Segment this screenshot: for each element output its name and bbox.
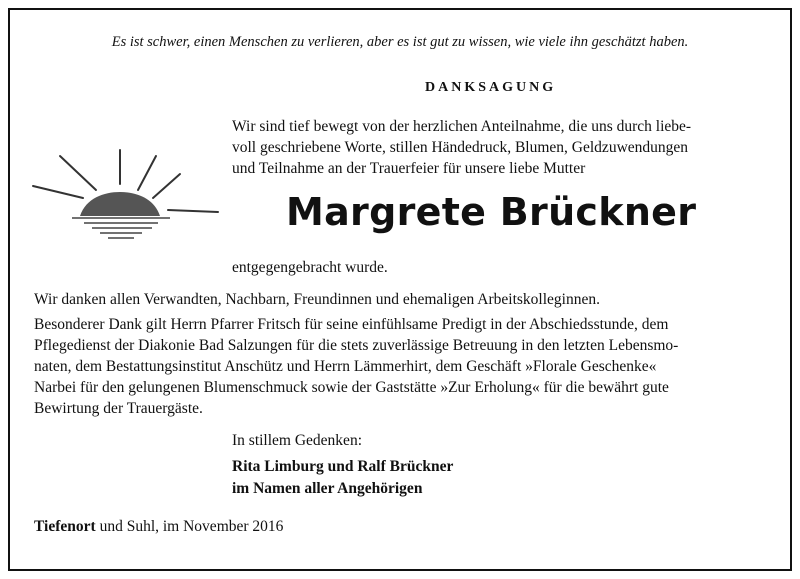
paragraph-line: naten, dem Bestattungsinstitut Anschütz und Herrn Lämmerhirt, dem Geschäft »Florale Geschenke« (34, 358, 657, 375)
paragraph-line: Pflegedienst der Diakonie Bad Salzungen für die stets zuverlässige Betreuung in den letzten Lebensmo- (34, 337, 679, 354)
intro-line: voll geschriebene Worte, stillen Händedruck, Blumen, Geldzuwendungen (232, 139, 689, 156)
after-name-text: entgegengebracht wurde. (232, 259, 388, 276)
signature-relatives: im Namen aller Angehörigen (232, 480, 423, 497)
setting-sun-icon (28, 148, 228, 248)
place-date-rest: und Suhl, im November 2016 (95, 518, 284, 535)
motto: Es ist schwer, einen Menschen zu verlieren, aber es ist gut zu wissen, wie viele ihn geschätzt haben. (111, 34, 689, 50)
signature-names: Rita Limburg und Ralf Brückner (232, 458, 454, 475)
intro-text (232, 116, 766, 179)
place-name: Tiefenort (34, 518, 96, 535)
heading: DANKSAGUNG (425, 80, 557, 95)
intro-line: und Teilnahme an der Trauerfeier für unsere liebe Mutter (232, 160, 586, 177)
special-thanks-paragraph (34, 314, 774, 419)
deceased-name: Margrete Brückner (286, 190, 697, 234)
thanks-paragraph (34, 289, 774, 310)
intro-line: Wir sind tief bewegt von der herzlichen Anteilnahme, die uns durch liebe- (232, 118, 692, 135)
paragraph-line: Besonderer Dank gilt Herrn Pfarrer Fritsch für seine einfühlsame Predigt in der Abschiedsstunde, dem (34, 316, 669, 333)
paragraph-line: Narbei für den gelungenen Blumenschmuck sowie der Gaststätte »Zur Erholung« für die bewährt gute (34, 379, 669, 396)
greeting: In stillem Gedenken: (232, 432, 362, 449)
place-date (34, 518, 283, 536)
paragraph-line: Bewirtung der Trauergäste. (34, 400, 203, 417)
paragraph-line: Wir danken allen Verwandten, Nachbarn, Freundinnen und ehemaligen Arbeitskolleginnen. (34, 291, 600, 308)
